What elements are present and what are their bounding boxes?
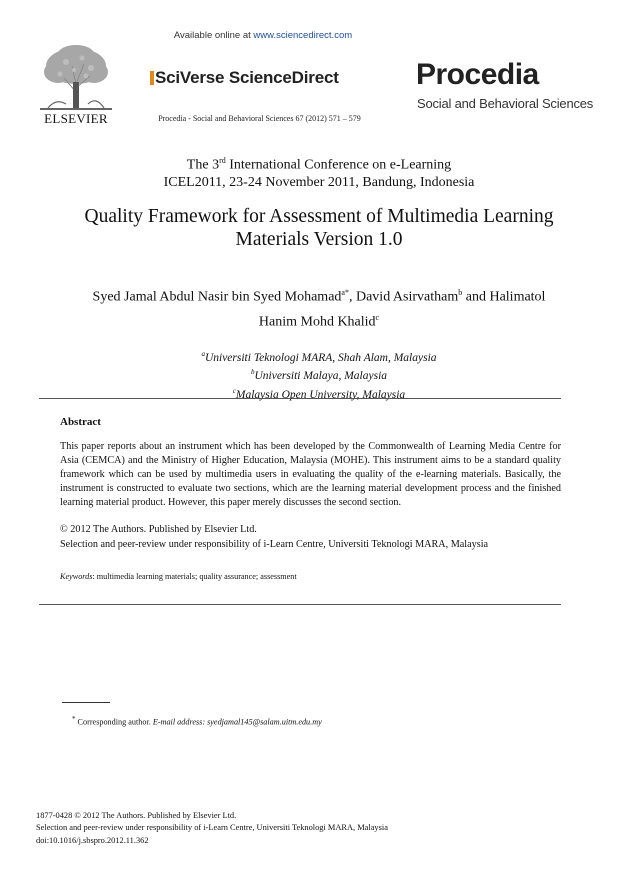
affiliation-b: [0, 365, 638, 383]
abstract-heading: Abstract: [60, 416, 101, 428]
keywords: [60, 572, 297, 581]
conference-prefix: The 3: [186, 157, 220, 173]
affiliation-a: [0, 347, 638, 365]
availability-prefix: Available online at: [173, 30, 251, 41]
affiliation-c-text: Malaysia Open University, Malaysia: [235, 388, 406, 401]
paper-title: [40, 205, 598, 251]
author-2-marker: b: [458, 288, 463, 297]
doi-line[interactable]: doi:10.1016/j.sbspro.2012.11.362: [36, 835, 149, 845]
footnote-text: Corresponding author.: [75, 717, 153, 727]
affiliations: [0, 347, 638, 402]
issn-line: 1877-0428 © 2012 The Authors. Published by Elsevier Ltd.: [36, 811, 237, 820]
conference-ordinal: rd: [219, 156, 226, 165]
footnote-marker: *: [72, 715, 76, 723]
affiliation-a-marker: a: [201, 350, 205, 358]
abstract-bottom-rule: [39, 604, 561, 605]
footnote-rule: [62, 702, 110, 703]
author-line-2: [40, 308, 598, 333]
affiliation-b-text: Universiti Malaya, Malaysia: [254, 370, 388, 383]
publisher-name: ELSEVIER: [44, 111, 108, 126]
affiliation-a-text: Universiti Teknologi MARA, Shah Alam, Malaysia: [204, 351, 437, 364]
journal-citation: Procedia - Social and Behavioral Sciences 67 (2012) 571 – 579: [158, 114, 361, 123]
abstract-top-rule: [39, 398, 561, 399]
conference-name: International Conference on e-Learning: [225, 157, 452, 173]
author-2: David Asirvatham: [355, 289, 459, 305]
affiliation-b-marker: b: [250, 368, 255, 377]
email-address[interactable]: syedjamal145@salam.uitm.edu.my: [207, 717, 322, 727]
affiliation-c-marker: c: [232, 386, 236, 395]
author-3-part-1: and Halimatol: [465, 289, 546, 305]
abstract-rights-line-1: © 2012 The Authors. Published by Elsevier Ltd.: [60, 524, 257, 535]
author-1-marker: a*: [341, 288, 349, 297]
sciverse-logo-text: SciVerse ScienceDirect: [155, 68, 339, 87]
author-list: [40, 283, 598, 332]
copyright-block: [36, 810, 388, 847]
paper-title-line-2: Materials Version 1.0: [235, 229, 403, 250]
keywords-list: : multimedia learning materials; quality assurance; assessment: [92, 572, 297, 581]
peer-review-line: Selection and peer-review under responsibility of i-Learn Centre, Universiti Teknologi MARA, Malaysia: [36, 823, 388, 833]
abstract-rights: [60, 523, 580, 552]
author-1: Syed Jamal Abdul Nasir bin Syed Mohamad: [92, 289, 342, 305]
affiliation-c: [0, 384, 638, 402]
author-3-part-2: Hanim Mohd Khalid: [258, 314, 376, 330]
email-label: E-mail address:: [152, 717, 208, 727]
abstract-body: This paper reports about an instrument which has been developed by the Commonwealth of Learning Media Centre for Asia (CEMCA) and the Ministry of Higher Education, Malaysia (MOHE). This instrument aims to be a standard quality framework which can be used by multimedia users in evaluating the quality of the e-learning materials. Basically, the instrument is constructed to evaluate two sections, which are the learning material development process and the finished learning material product. However, this paper merely discusses the second section.: [60, 441, 561, 509]
paper-title-line-1: Quality Framework for Assessment of Multimedia Learning: [84, 206, 554, 227]
author-3-marker: c: [375, 312, 380, 322]
procedia-logo: Procedia: [416, 58, 539, 91]
conference-line-1: [0, 156, 638, 174]
abstract-rights-line-2: Selection and peer-review under responsibility of i-Learn Centre, Universiti Teknologi MARA, Malaysia: [60, 538, 489, 550]
procedia-subtitle: Social and Behavioral Sciences: [417, 96, 594, 111]
availability-line: [148, 30, 378, 41]
author-line-1: Syed Jamal Abdul Nasir bin Syed Mohamad$^{a*}$, David Asirvatham$^b$ and Halimatol: [92, 288, 546, 305]
corresponding-author-footnote: [72, 715, 322, 727]
keywords-label: Keywords: [60, 572, 93, 581]
conference-line-2: ICEL2011, 23-24 November 2011, Bandung, Indonesia: [163, 175, 475, 190]
sciencedirect-link[interactable]: www.sciencedirect.com: [253, 30, 353, 41]
